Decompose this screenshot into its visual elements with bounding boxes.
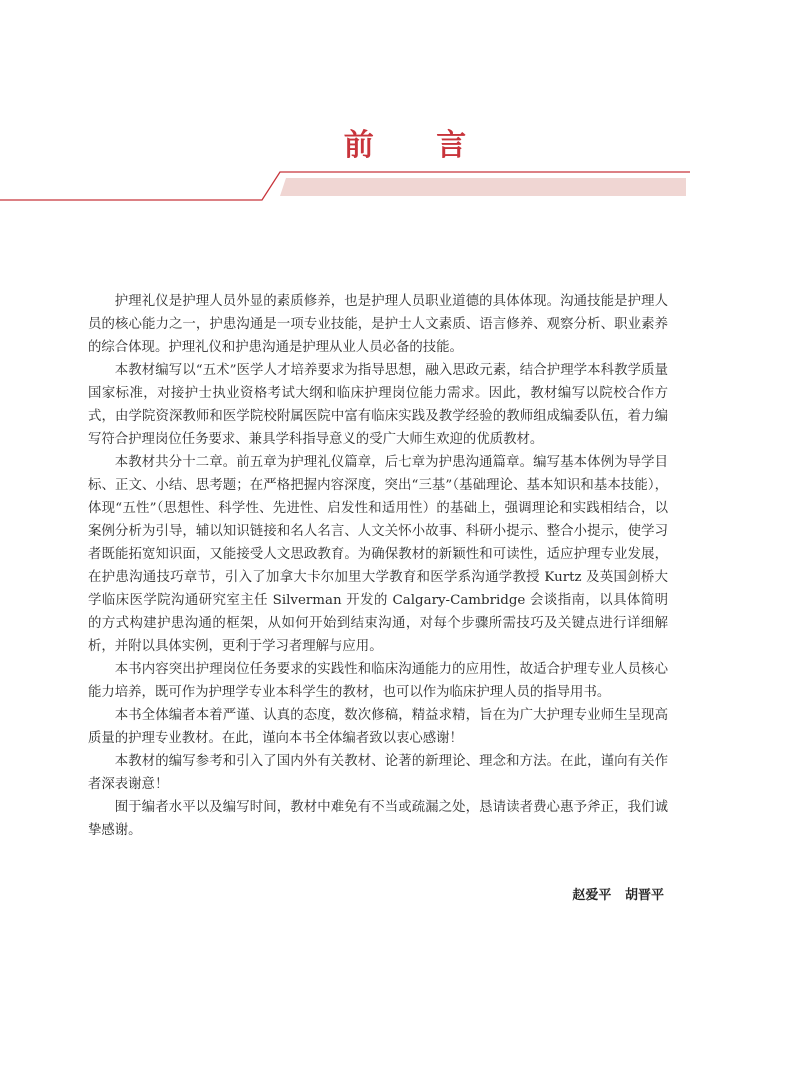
preface-paragraph: 囿于编者水平以及编写时间，教材中难免有不当或疏漏之处，恳请读者费心惠予斧正，我们诚挚感谢。: [88, 800, 668, 838]
preface-paragraph: 本教材的编写参考和引入了国内外有关教材、论著的新理论、理念和方法。在此，谨向有关作者深表谢意！: [88, 754, 668, 792]
preface-paragraph: 本书全体编者本着严谨、认真的态度，数次修稿，精益求精，旨在为广大护理专业师生呈现高质量的护理专业教材。在此，谨向本书全体编者致以衷心感谢！: [88, 708, 668, 746]
preface-paragraph: 护理礼仪是护理人员外显的素质修养，也是护理人员职业道德的具体体现。沟通技能是护理人员的核心能力之一，护患沟通是一项专业技能，是护士人文素质、语言修养、观察分析、职业素养的综合体现。护理礼仪和护患沟通是护理从业人员必备的技能。: [88, 294, 668, 355]
preface-paragraph: 本教材共分十二章。前五章为护理礼仪篇章，后七章为护患沟通篇章。编写基本体例为导学目标、正文、小结、思考题；在严格把握内容深度，突出“三基”（基础理论、基本知识和基本技能），体现“五性”（思想性、科学性、先进性、启发性和适用性）的基础上，强调理论和实践相结合，以案例分析为引导，辅以知识链接和名人名言、人文关怀小故事、科研小提示、整合小提示，使学习者既能拓宽知识面，又能接受人文思政教育。为确保教材的新颖性和可读性，适应护理专业发展，在护患沟通技巧章节，引入了加拿大卡尔加里大学教育和医学系沟通学教授 Kurtz 及英国剑桥大学临床医学院沟通研究室主任 Silverman 开发的 Calgary-Cambridge 会谈指南，以具体简明的方式构建护患沟通的框架，从如何开始到结束沟通，对每个步骤所需技巧及关键点进行详细解析，并附以具体实例，更利于学习者理解与应用。: [88, 455, 668, 654]
page-title: 前 言: [343, 128, 493, 163]
preface-body: [88, 290, 668, 842]
preface-paragraph: 本教材编写以“五术”医学人才培养要求为指导思想，融入思政元素，结合护理学本科教学质量国家标准，对接护士执业资格考试大纲和临床护理岗位能力需求。因此，教材编写以院校合作方式，由学院资深教师和医学院校附属医院中富有临床实践及教学经验的教师组成编委队伍，着力编写符合护理岗位任务要求、兼具学科指导意义的受广大师生欢迎的优质教材。: [88, 363, 668, 447]
preface-paragraph: 本书内容突出护理岗位任务要求的实践性和临床沟通能力的应用性，故适合护理专业人员核心能力培养，既可作为护理学专业本科学生的教材，也可以作为临床护理人员的指导用书。: [88, 662, 668, 700]
author-signature: 赵爱平 胡晋平: [572, 888, 664, 903]
header-decoration: [0, 0, 790, 220]
title-band: [280, 178, 686, 196]
